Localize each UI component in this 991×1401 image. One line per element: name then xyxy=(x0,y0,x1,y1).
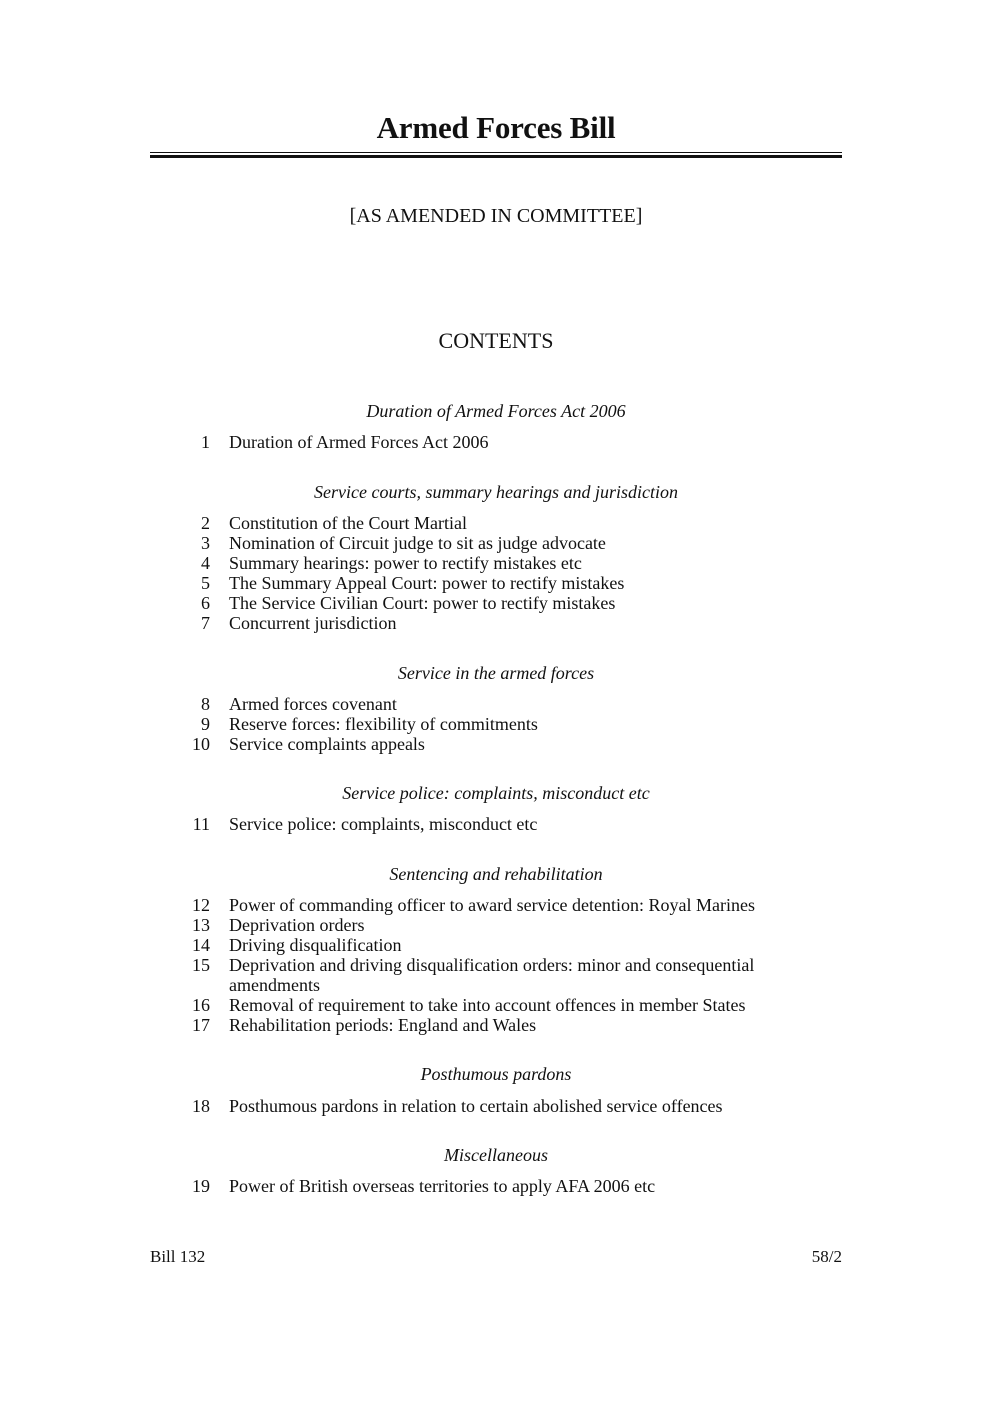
clause-title: Driving disqualification xyxy=(229,935,402,955)
clause-number: 15 xyxy=(192,955,210,975)
clause-title: Nomination of Circuit judge to sit as judge advocate xyxy=(229,533,606,553)
clause-number: 14 xyxy=(192,935,210,955)
clause-number: 6 xyxy=(201,593,210,613)
clause-title: Duration of Armed Forces Act 2006 xyxy=(229,432,489,452)
section-heading: Service in the armed forces xyxy=(397,663,595,683)
clause-title: Rehabilitation periods: England and Wales xyxy=(229,1015,537,1035)
clause-number: 5 xyxy=(201,573,210,593)
clause-title: The Summary Appeal Court: power to rectify mistakes xyxy=(229,573,625,593)
clause-title-continuation: amendments xyxy=(229,975,320,995)
contents-heading: CONTENTS xyxy=(438,328,554,353)
clause-number: 9 xyxy=(201,714,210,734)
clause-number: 10 xyxy=(192,734,210,754)
clause-title: Reserve forces: flexibility of commitments xyxy=(229,714,538,734)
clause-number: 4 xyxy=(201,553,210,573)
clause-title: Summary hearings: power to rectify mistakes etc xyxy=(229,553,582,573)
clause-number: 17 xyxy=(192,1015,210,1035)
clause-title: Power of British overseas territories to apply AFA 2006 etc xyxy=(229,1176,656,1196)
page-reference: 58/2 xyxy=(811,1247,842,1266)
section-heading: Miscellaneous xyxy=(444,1145,548,1165)
clause-number: 11 xyxy=(192,814,210,834)
clause-title: Power of commanding officer to award service detention: Royal Marines xyxy=(229,895,756,915)
clause-number: 16 xyxy=(192,995,210,1015)
bill-number: Bill 132 xyxy=(150,1247,206,1266)
title-rule-thin xyxy=(150,152,842,153)
clause-number: 2 xyxy=(201,513,210,533)
clause-title: Service complaints appeals xyxy=(229,734,425,754)
clause-title: Service police: complaints, misconduct etc xyxy=(229,814,538,834)
clause-number: 18 xyxy=(192,1096,210,1116)
clause-title: Posthumous pardons in relation to certain abolished service offences xyxy=(229,1096,723,1116)
section-heading: Sentencing and rehabilitation xyxy=(389,864,603,884)
clause-number: 19 xyxy=(192,1176,210,1196)
clause-number: 3 xyxy=(201,533,210,553)
section-heading: Service police: complaints, misconduct etc xyxy=(342,783,650,803)
clause-number: 12 xyxy=(192,895,210,915)
clause-number: 8 xyxy=(201,694,210,714)
section-heading: Posthumous pardons xyxy=(420,1064,572,1084)
clause-title: Deprivation orders xyxy=(229,915,365,935)
clause-title: Concurrent jurisdiction xyxy=(229,613,397,633)
clause-number: 7 xyxy=(201,613,210,633)
section-heading: Duration of Armed Forces Act 2006 xyxy=(366,401,626,421)
clause-title: Removal of requirement to take into account offences in member States xyxy=(229,995,746,1015)
clause-number: 1 xyxy=(201,432,210,452)
bill-title: Armed Forces Bill xyxy=(376,110,616,145)
clause-title: Deprivation and driving disqualification orders: minor and consequential xyxy=(229,955,755,975)
clause-title: The Service Civilian Court: power to rectify mistakes xyxy=(229,593,616,613)
section-heading: Service courts, summary hearings and jurisdiction xyxy=(314,482,678,502)
clause-number: 13 xyxy=(192,915,210,935)
clause-title: Armed forces covenant xyxy=(229,694,397,714)
title-rule-thick xyxy=(150,155,842,158)
clause-title: Constitution of the Court Martial xyxy=(229,513,467,533)
bill-status: [AS AMENDED IN COMMITTEE] xyxy=(349,205,643,227)
